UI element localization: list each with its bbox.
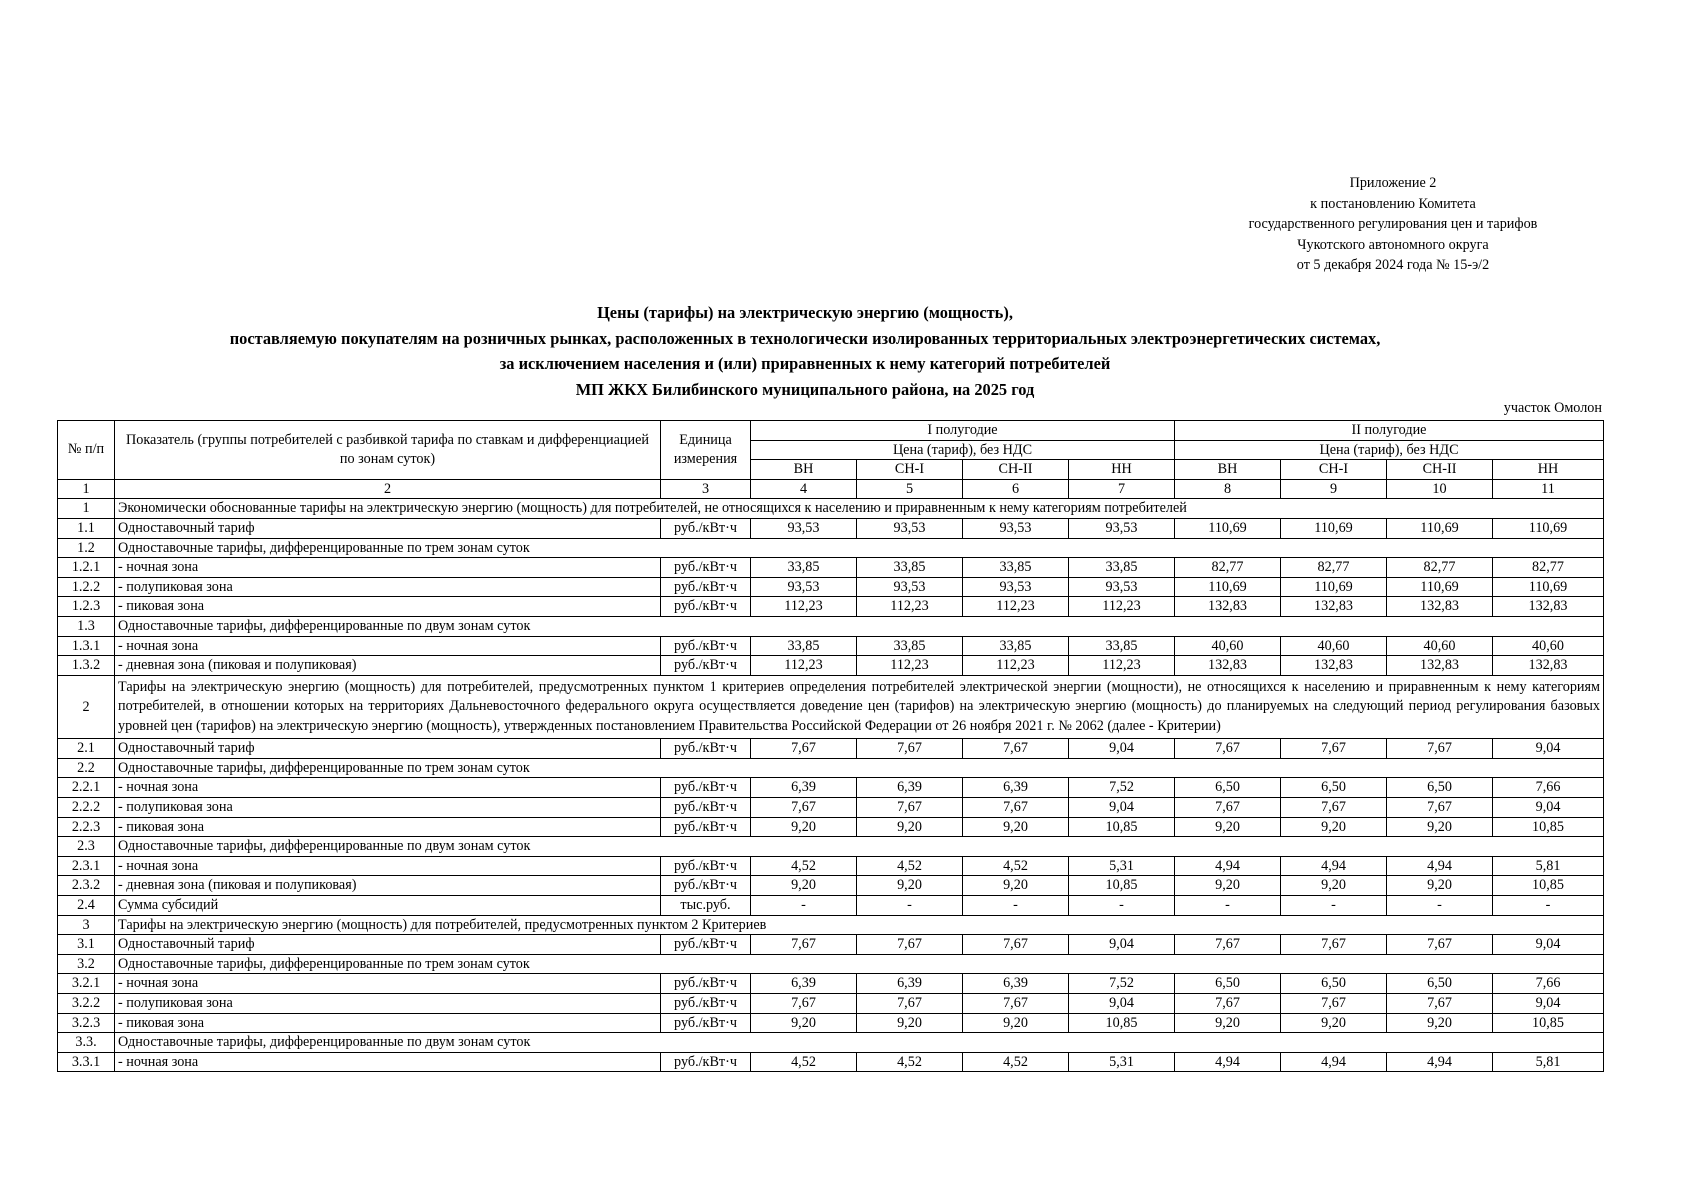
- header-column-number: 3: [661, 479, 751, 499]
- row-number: 1.2.2: [58, 577, 115, 597]
- row-price-value: 6,39: [857, 974, 963, 994]
- row-price-value: 9,20: [1387, 1013, 1493, 1033]
- row-price-value: 7,67: [963, 739, 1069, 759]
- row-price-value: 9,04: [1069, 739, 1175, 759]
- row-price-value: 7,52: [1069, 974, 1175, 994]
- row-price-value: 9,04: [1069, 993, 1175, 1013]
- row-price-value: 9,04: [1493, 993, 1604, 1013]
- table-row: [58, 974, 1604, 994]
- row-price-value: 9,20: [963, 1013, 1069, 1033]
- title-line: за исключением населения и (или) приравненных к нему категорий потребителей: [499, 354, 1111, 373]
- row-unit: руб./кВт·ч: [661, 558, 751, 578]
- row-number: 1.2.1: [58, 558, 115, 578]
- row-price-value: 112,23: [857, 597, 963, 617]
- row-price-value: 7,67: [1387, 739, 1493, 759]
- header-level: СН-II: [963, 460, 1069, 480]
- header-indicator: Показатель (группы потребителей с разбивкой тарифа по ставкам и дифференциацией по зонам суток): [115, 421, 661, 480]
- row-price-value: 7,67: [963, 935, 1069, 955]
- row-price-value: 9,20: [751, 1013, 857, 1033]
- header-level: ВН: [1175, 460, 1281, 480]
- row-indicator: - ночная зона: [115, 974, 661, 994]
- row-price-value: 112,23: [1069, 656, 1175, 676]
- header-column-number: 9: [1281, 479, 1387, 499]
- row-unit: руб./кВт·ч: [661, 856, 751, 876]
- table-body: [58, 499, 1604, 1072]
- header-unit: Единица измерения: [661, 421, 751, 480]
- header-column-number: 11: [1493, 479, 1604, 499]
- row-price-value: 9,20: [963, 817, 1069, 837]
- row-price-value: 10,85: [1069, 817, 1175, 837]
- row-indicator: Одноставочный тариф: [115, 739, 661, 759]
- row-price-value: 10,85: [1069, 1013, 1175, 1033]
- row-indicator: - ночная зона: [115, 558, 661, 578]
- row-price-value: 4,94: [1281, 1052, 1387, 1072]
- title-line: поставляемую покупателям на розничных рынках, расположенных в технологически изолированных территориальных электроэнергетических системах,: [229, 328, 1381, 348]
- annex-line: Приложение 2: [1349, 175, 1437, 191]
- row-number: 1: [58, 499, 115, 519]
- row-number: 1.3.1: [58, 636, 115, 656]
- row-price-value: 7,67: [857, 935, 963, 955]
- row-number: 1.3: [58, 616, 115, 636]
- row-price-value: 7,67: [1175, 993, 1281, 1013]
- header-price-1: Цена (тариф), без НДС: [751, 440, 1175, 460]
- document-title: [60, 300, 1550, 402]
- header-level: НН: [1493, 460, 1604, 480]
- header-column-number: 8: [1175, 479, 1281, 499]
- table-row: [58, 817, 1604, 837]
- title-line: МП ЖКХ Билибинского муниципального района, на 2025 год: [575, 379, 1035, 399]
- row-indicator: - полупиковая зона: [115, 993, 661, 1013]
- row-price-value: 7,67: [963, 993, 1069, 1013]
- row-price-value: 5,31: [1069, 856, 1175, 876]
- header-column-number: 1: [58, 479, 115, 499]
- row-indicator: Одноставочный тариф: [115, 935, 661, 955]
- row-price-value: 82,77: [1281, 558, 1387, 578]
- row-price-value: 10,85: [1069, 876, 1175, 896]
- row-price-value: 9,04: [1493, 739, 1604, 759]
- row-price-value: 4,94: [1387, 1052, 1493, 1072]
- row-price-value: 40,60: [1175, 636, 1281, 656]
- group-title: Одноставочные тарифы, дифференцированные по трем зонам суток: [115, 538, 1604, 558]
- row-indicator: - пиковая зона: [115, 597, 661, 617]
- row-unit: руб./кВт·ч: [661, 518, 751, 538]
- header-column-number: 7: [1069, 479, 1175, 499]
- row-unit: руб./кВт·ч: [661, 778, 751, 798]
- header-half-1: I полугодие: [751, 421, 1175, 441]
- row-indicator: - ночная зона: [115, 856, 661, 876]
- row-price-value: 110,69: [1387, 518, 1493, 538]
- row-price-value: 9,20: [1387, 817, 1493, 837]
- row-number: 2: [58, 675, 115, 739]
- row-price-value: 7,67: [1281, 739, 1387, 759]
- row-price-value: 33,85: [857, 636, 963, 656]
- row-price-value: 7,67: [1175, 935, 1281, 955]
- row-number: 2.1: [58, 739, 115, 759]
- row-price-value: 7,67: [751, 993, 857, 1013]
- row-price-value: 9,20: [857, 1013, 963, 1033]
- header-column-number: 2: [115, 479, 661, 499]
- row-price-value: 112,23: [751, 597, 857, 617]
- row-price-value: -: [1493, 895, 1604, 915]
- row-unit: руб./кВт·ч: [661, 974, 751, 994]
- row-number: 2.2: [58, 758, 115, 778]
- row-price-value: 4,52: [751, 1052, 857, 1072]
- row-price-value: 5,81: [1493, 856, 1604, 876]
- row-unit: руб./кВт·ч: [661, 935, 751, 955]
- row-price-value: 6,39: [857, 778, 963, 798]
- table-row: [58, 656, 1604, 676]
- row-number: 2.3: [58, 837, 115, 857]
- section-row: [58, 675, 1604, 739]
- row-price-value: 110,69: [1387, 577, 1493, 597]
- header-level: ВН: [751, 460, 857, 480]
- header-column-number: 10: [1387, 479, 1493, 499]
- row-price-value: 9,20: [1281, 817, 1387, 837]
- row-price-value: 4,94: [1387, 856, 1493, 876]
- row-price-value: 7,67: [1387, 935, 1493, 955]
- tariff-table: [57, 420, 1604, 1072]
- table-row: [58, 895, 1604, 915]
- group-title: Одноставочные тарифы, дифференцированные по двум зонам суток: [115, 616, 1604, 636]
- row-price-value: 7,67: [857, 739, 963, 759]
- row-price-value: 10,85: [1493, 876, 1604, 896]
- row-indicator: - полупиковая зона: [115, 577, 661, 597]
- row-price-value: 40,60: [1387, 636, 1493, 656]
- row-price-value: 110,69: [1493, 518, 1604, 538]
- row-price-value: 33,85: [751, 558, 857, 578]
- header-price-2: Цена (тариф), без НДС: [1175, 440, 1604, 460]
- row-indicator: - полупиковая зона: [115, 798, 661, 818]
- row-price-value: 9,20: [1387, 876, 1493, 896]
- row-price-value: 9,04: [1069, 935, 1175, 955]
- row-price-value: 6,39: [751, 974, 857, 994]
- header-num: № п/п: [58, 421, 115, 480]
- row-unit: руб./кВт·ч: [661, 1052, 751, 1072]
- row-price-value: 4,94: [1281, 856, 1387, 876]
- table-row: [58, 577, 1604, 597]
- row-price-value: 9,20: [751, 817, 857, 837]
- row-price-value: 5,31: [1069, 1052, 1175, 1072]
- table-row: [58, 778, 1604, 798]
- table-row: [58, 597, 1604, 617]
- row-unit: руб./кВт·ч: [661, 876, 751, 896]
- row-number: 2.2.1: [58, 778, 115, 798]
- row-unit: руб./кВт·ч: [661, 656, 751, 676]
- table-row: [58, 636, 1604, 656]
- row-price-value: 110,69: [1175, 577, 1281, 597]
- row-price-value: 82,77: [1175, 558, 1281, 578]
- row-price-value: 40,60: [1281, 636, 1387, 656]
- row-price-value: 4,52: [963, 1052, 1069, 1072]
- row-price-value: 132,83: [1281, 597, 1387, 617]
- row-number: 2.2.3: [58, 817, 115, 837]
- row-unit: руб./кВт·ч: [661, 993, 751, 1013]
- row-price-value: 7,67: [857, 993, 963, 1013]
- row-price-value: 93,53: [1069, 577, 1175, 597]
- header-column-numbers-row: [58, 479, 1604, 499]
- section-title: Тарифы на электрическую энергию (мощность) для потребителей, предусмотренных пунктом 2 Критериев: [115, 915, 1604, 935]
- table-row: [58, 856, 1604, 876]
- row-indicator: - дневная зона (пиковая и полупиковая): [115, 876, 661, 896]
- row-price-value: 132,83: [1493, 656, 1604, 676]
- row-price-value: 10,85: [1493, 1013, 1604, 1033]
- annex-line: Чукотского автономного округа: [1297, 236, 1489, 253]
- row-indicator: Сумма субсидий: [115, 895, 661, 915]
- row-number: 2.4: [58, 895, 115, 915]
- annex-reference: [1168, 173, 1618, 276]
- row-indicator: - дневная зона (пиковая и полупиковая): [115, 656, 661, 676]
- row-price-value: 6,50: [1387, 974, 1493, 994]
- row-indicator: - пиковая зона: [115, 1013, 661, 1033]
- table-row: [58, 993, 1604, 1013]
- row-price-value: 6,50: [1175, 974, 1281, 994]
- group-title: Одноставочные тарифы, дифференцированные по двум зонам суток: [115, 1033, 1604, 1053]
- row-price-value: 93,53: [751, 518, 857, 538]
- section-row: [58, 915, 1604, 935]
- row-price-value: 132,83: [1387, 597, 1493, 617]
- row-number: 1.2.3: [58, 597, 115, 617]
- row-price-value: 110,69: [1281, 518, 1387, 538]
- row-price-value: 9,20: [857, 817, 963, 837]
- row-indicator: - пиковая зона: [115, 817, 661, 837]
- row-price-value: 82,77: [1493, 558, 1604, 578]
- row-unit: руб./кВт·ч: [661, 739, 751, 759]
- row-price-value: 132,83: [1493, 597, 1604, 617]
- row-price-value: 7,66: [1493, 974, 1604, 994]
- group-title: Одноставочные тарифы, дифференцированные по двум зонам суток: [115, 837, 1604, 857]
- table-row: [58, 1052, 1604, 1072]
- row-price-value: 132,83: [1175, 656, 1281, 676]
- row-price-value: 112,23: [751, 656, 857, 676]
- row-price-value: 9,04: [1069, 798, 1175, 818]
- row-price-value: 9,04: [1493, 935, 1604, 955]
- group-row: [58, 1033, 1604, 1053]
- row-indicator: Одноставочный тариф: [115, 518, 661, 538]
- row-price-value: 132,83: [1281, 656, 1387, 676]
- table-row: [58, 935, 1604, 955]
- row-number: 3.3.: [58, 1033, 115, 1053]
- row-price-value: 4,52: [857, 1052, 963, 1072]
- row-price-value: 6,39: [751, 778, 857, 798]
- table-row: [58, 798, 1604, 818]
- row-price-value: 4,52: [857, 856, 963, 876]
- group-row: [58, 837, 1604, 857]
- row-price-value: -: [1069, 895, 1175, 915]
- annex-line: государственного регулирования цен и тарифов: [1248, 216, 1538, 232]
- row-price-value: 9,20: [1281, 876, 1387, 896]
- row-indicator: - ночная зона: [115, 1052, 661, 1072]
- row-price-value: 9,20: [857, 876, 963, 896]
- row-number: 3.2: [58, 954, 115, 974]
- row-number: 1.1: [58, 518, 115, 538]
- row-price-value: 93,53: [857, 518, 963, 538]
- row-price-value: 93,53: [963, 577, 1069, 597]
- row-price-value: -: [857, 895, 963, 915]
- row-price-value: 6,39: [963, 778, 1069, 798]
- section-title: Тарифы на электрическую энергию (мощность) для потребителей, предусмотренных пунктом 1 критериев определения потребителей электрической энергии (мощности), не относящихся к населению и приравненным к нему категориям потребителей, в отношении которых на территориях Дальневосточного федерального округа осуществляется доведение цен (тарифов) на электрическую энергию (мощность) до планируемых на следующий период регулирования базовых уровней цен (тарифов) на электрическую энергию (мощность), утвержденных постановлением Правительства Российской Федерации от 26 ноября 2021 г. № 2062 (далее - Критерии): [115, 675, 1604, 739]
- site-label: участок Омолон: [1503, 400, 1602, 416]
- row-price-value: 5,81: [1493, 1052, 1604, 1072]
- row-price-value: 4,94: [1175, 1052, 1281, 1072]
- table-row: [58, 1013, 1604, 1033]
- row-price-value: 132,83: [1175, 597, 1281, 617]
- row-price-value: 33,85: [751, 636, 857, 656]
- table-row: [58, 876, 1604, 896]
- row-number: 3.2.2: [58, 993, 115, 1013]
- row-price-value: 4,52: [751, 856, 857, 876]
- row-price-value: 33,85: [1069, 558, 1175, 578]
- row-price-value: 7,67: [1281, 993, 1387, 1013]
- title-line: Цены (тарифы) на электрическую энергию (мощность),: [597, 303, 1013, 322]
- row-price-value: 7,67: [751, 739, 857, 759]
- row-number: 3.2.1: [58, 974, 115, 994]
- row-price-value: 4,94: [1175, 856, 1281, 876]
- row-price-value: 6,50: [1175, 778, 1281, 798]
- row-price-value: 110,69: [1281, 577, 1387, 597]
- row-number: 3.2.3: [58, 1013, 115, 1033]
- row-price-value: 112,23: [857, 656, 963, 676]
- section-title: Экономически обоснованные тарифы на электрическую энергию (мощность) для потребителей, не относящихся к населению и приравненным к нему категориям потребителей: [115, 499, 1604, 519]
- header-column-number: 6: [963, 479, 1069, 499]
- row-price-value: 7,52: [1069, 778, 1175, 798]
- row-price-value: 6,50: [1281, 778, 1387, 798]
- row-price-value: 110,69: [1175, 518, 1281, 538]
- row-price-value: 110,69: [1493, 577, 1604, 597]
- row-price-value: 93,53: [963, 518, 1069, 538]
- row-number: 3.3.1: [58, 1052, 115, 1072]
- row-price-value: 9,04: [1493, 798, 1604, 818]
- row-price-value: 7,67: [751, 798, 857, 818]
- table-row: [58, 739, 1604, 759]
- row-price-value: 7,67: [751, 935, 857, 955]
- group-title: Одноставочные тарифы, дифференцированные по трем зонам суток: [115, 954, 1604, 974]
- row-number: 3.1: [58, 935, 115, 955]
- row-price-value: 112,23: [1069, 597, 1175, 617]
- row-price-value: 4,52: [963, 856, 1069, 876]
- row-unit: руб./кВт·ч: [661, 1013, 751, 1033]
- header-level: СН-I: [1281, 460, 1387, 480]
- row-price-value: -: [1281, 895, 1387, 915]
- row-unit: руб./кВт·ч: [661, 817, 751, 837]
- row-price-value: 40,60: [1493, 636, 1604, 656]
- row-price-value: 33,85: [1069, 636, 1175, 656]
- annex-line: от 5 декабря 2024 года № 15-э/2: [1296, 257, 1490, 273]
- header-column-number: 4: [751, 479, 857, 499]
- row-price-value: 7,67: [1175, 798, 1281, 818]
- row-number: 1.2: [58, 538, 115, 558]
- header-level: СН-II: [1387, 460, 1493, 480]
- row-price-value: 33,85: [857, 558, 963, 578]
- row-unit: руб./кВт·ч: [661, 597, 751, 617]
- row-price-value: 7,67: [1281, 798, 1387, 818]
- row-indicator: - ночная зона: [115, 636, 661, 656]
- row-price-value: 93,53: [1069, 518, 1175, 538]
- row-price-value: 33,85: [963, 558, 1069, 578]
- row-price-value: 82,77: [1387, 558, 1493, 578]
- row-price-value: 7,67: [1175, 739, 1281, 759]
- row-price-value: 9,20: [1175, 876, 1281, 896]
- row-price-value: 6,50: [1387, 778, 1493, 798]
- row-price-value: -: [1175, 895, 1281, 915]
- row-price-value: 7,67: [1387, 798, 1493, 818]
- row-price-value: 7,67: [857, 798, 963, 818]
- row-price-value: 9,20: [1175, 817, 1281, 837]
- row-price-value: 7,67: [963, 798, 1069, 818]
- row-number: 1.3.2: [58, 656, 115, 676]
- row-number: 2.3.1: [58, 856, 115, 876]
- table-row: [58, 558, 1604, 578]
- group-row: [58, 538, 1604, 558]
- section-row: [58, 499, 1604, 519]
- row-price-value: 7,67: [1281, 935, 1387, 955]
- row-price-value: 6,39: [963, 974, 1069, 994]
- row-unit: руб./кВт·ч: [661, 577, 751, 597]
- row-number: 2.3.2: [58, 876, 115, 896]
- row-price-value: 9,20: [1281, 1013, 1387, 1033]
- row-price-value: -: [963, 895, 1069, 915]
- annex-line: к постановлению Комитета: [1310, 195, 1476, 212]
- header-column-number: 5: [857, 479, 963, 499]
- row-price-value: 33,85: [963, 636, 1069, 656]
- row-price-value: -: [1387, 895, 1493, 915]
- row-unit: тыс.руб.: [661, 895, 751, 915]
- row-price-value: 7,66: [1493, 778, 1604, 798]
- row-price-value: -: [751, 895, 857, 915]
- row-indicator: - ночная зона: [115, 778, 661, 798]
- table-row: [58, 518, 1604, 538]
- row-number: 2.2.2: [58, 798, 115, 818]
- row-number: 3: [58, 915, 115, 935]
- group-row: [58, 954, 1604, 974]
- row-price-value: 112,23: [963, 597, 1069, 617]
- row-price-value: 6,50: [1281, 974, 1387, 994]
- row-price-value: 10,85: [1493, 817, 1604, 837]
- row-price-value: 9,20: [751, 876, 857, 896]
- row-unit: руб./кВт·ч: [661, 798, 751, 818]
- row-price-value: 132,83: [1387, 656, 1493, 676]
- header-half-2: II полугодие: [1175, 421, 1604, 441]
- group-row: [58, 758, 1604, 778]
- row-price-value: 93,53: [857, 577, 963, 597]
- row-price-value: 93,53: [751, 577, 857, 597]
- row-price-value: 112,23: [963, 656, 1069, 676]
- header-level: НН: [1069, 460, 1175, 480]
- row-price-value: 9,20: [1175, 1013, 1281, 1033]
- group-title: Одноставочные тарифы, дифференцированные по трем зонам суток: [115, 758, 1604, 778]
- group-row: [58, 616, 1604, 636]
- row-price-value: 7,67: [1387, 993, 1493, 1013]
- header-level: СН-I: [857, 460, 963, 480]
- row-price-value: 9,20: [963, 876, 1069, 896]
- row-unit: руб./кВт·ч: [661, 636, 751, 656]
